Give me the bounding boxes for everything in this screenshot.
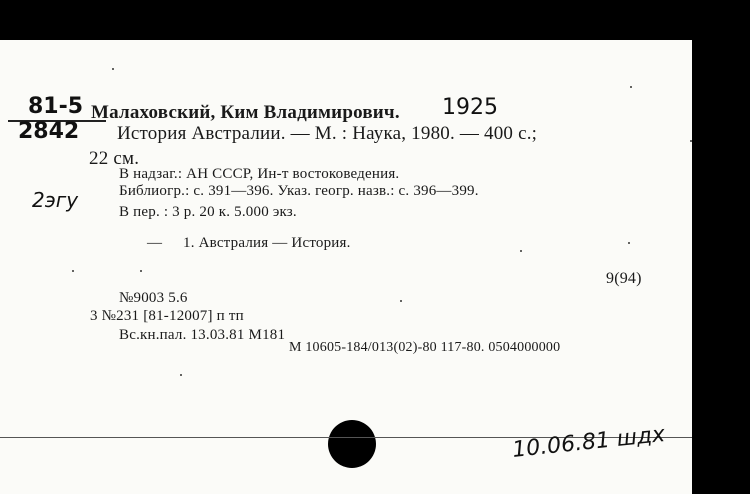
speck <box>112 68 114 70</box>
call-number-top: 81-5 <box>28 94 84 119</box>
code-line: М 10605-184/013(02)-80 117-80. 0504000000 <box>289 340 561 355</box>
punch-hole <box>328 420 376 468</box>
subject-dash: — <box>147 235 163 251</box>
speck <box>400 300 402 302</box>
subject-line: 1. Австралия — История. <box>183 235 351 251</box>
note-line-2: Библиогр.: с. 391—396. Указ. геогр. назв.: с. 396—399. <box>119 183 479 199</box>
speck <box>630 86 632 88</box>
speck <box>690 140 692 142</box>
classification: 9(94) <box>606 270 642 287</box>
size-line: 22 см. <box>89 148 140 169</box>
speck <box>628 242 630 244</box>
speck <box>140 270 142 272</box>
speck <box>72 270 74 272</box>
title-line: История Австралии. — М. : Наука, 1980. — 400 с.; <box>117 123 538 144</box>
catalog-card <box>0 40 692 494</box>
note-line-1: В надзаг.: АН СССР, Ин-т востоковедения. <box>119 166 400 182</box>
catalog-line: Вс.кн.пал. 13.03.81 M181 <box>119 327 286 343</box>
speck <box>520 250 522 252</box>
birth-year: 1925 <box>442 95 498 120</box>
speck <box>180 374 182 376</box>
shelf-note: 2эгу <box>32 188 79 212</box>
author-heading: Малаховский, Ким Владимирович. <box>91 102 400 123</box>
note-line-3: В пер. : 3 р. 20 к. 5.000 экз. <box>119 204 297 220</box>
record-number: №9003 5.6 <box>119 290 188 306</box>
order-line: 3 №231 [81-12007] п тп <box>90 308 244 324</box>
handwritten-date: 10.06.81 шдх <box>511 422 667 463</box>
call-number-bottom: 2842 <box>18 119 80 144</box>
